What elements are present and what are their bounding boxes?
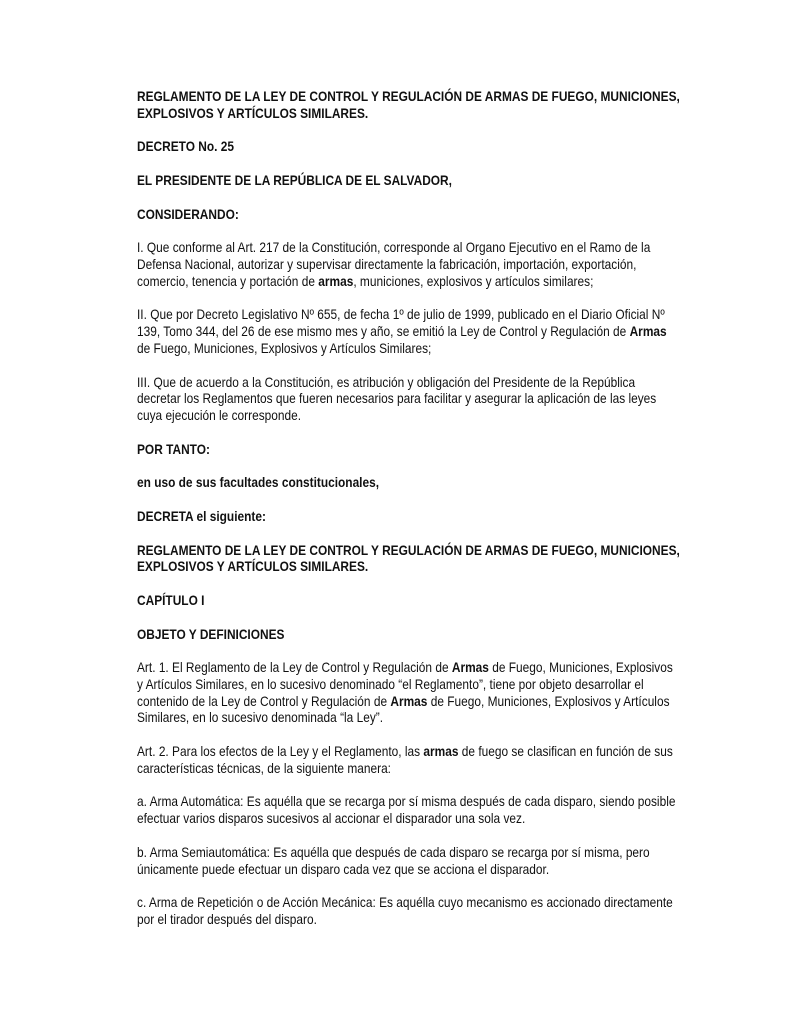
text-segment: Defensa Nacional, autorizar y supervisar directamente la fabricación, importación, exportación, [137,255,637,272]
text-line [137,88,690,105]
text-segment: EXPLOSIVOS Y ARTÍCULOS SIMILARES. [137,558,369,575]
text-segment: CONSIDERANDO: [137,205,239,222]
text-segment: CAPÍTULO I [137,591,205,608]
heading [137,626,690,643]
text-segment: efectuar varios disparos sucesivos al accionar el disparador una sola vez. [137,810,526,827]
text-line [137,306,690,323]
text-segment: b. Arma Semiautomática: Es aquélla que después de cada disparo se recarga por sí misma, pero [137,843,650,860]
text-line [137,172,690,189]
heading [137,172,690,189]
text-line [137,273,690,290]
text-segment: decretar los Reglamentos que fueren necesarios para facilitar y asegurar la aplicación de las leyes [137,390,657,407]
paragraph [137,374,690,424]
text-segment: II. Que por Decreto Legislativo Nº 655, de fecha 1º de julio de 1999, publicado en el Diario Oficial Nº [137,306,665,323]
text-line [137,861,690,878]
paragraph [137,306,690,356]
heading [137,88,690,122]
text-segment: en uso de sus facultades constitucionales, [137,474,380,491]
text-line [137,911,690,928]
bold-term: Armas [629,323,667,340]
text-line [137,374,690,391]
bold-term: armas [318,272,354,289]
text-segment: POR TANTO: [137,440,210,457]
text-line [137,390,690,407]
text-segment: únicamente puede efectuar un disparo cada vez que se acciona el disparador. [137,860,550,877]
text-segment: EXPLOSIVOS Y ARTÍCULOS SIMILARES. [137,104,369,121]
text-line [137,206,690,223]
paragraph [137,659,690,726]
bold-term: Armas [390,692,428,709]
text-segment: EL PRESIDENTE DE LA REPÚBLICA DE EL SALVADOR, [137,171,452,188]
text-segment: Art. 1. El Reglamento de la Ley de Control y Regulación de [137,659,452,676]
heading [137,206,690,223]
text-segment: 139, Tomo 344, del 26 de ese mismo mes y año, se emitió la Ley de Control y Regulación de [137,323,630,340]
text-segment: de Fuego, Municiones, Explosivos y Artículos [427,692,670,709]
text-segment: REGLAMENTO DE LA LEY DE CONTROL Y REGULACIÓN DE ARMAS DE FUEGO, MUNICIONES, [137,541,680,558]
text-segment: I. Que conforme al Art. 217 de la Constitución, corresponde al Organo Ejecutivo en el Ramo de la [137,239,651,256]
text-segment: características técnicas, de la siguiente manera: [137,759,391,776]
text-segment: por el tirador después del disparo. [137,911,317,928]
text-line [137,693,690,710]
bold-term: Armas [451,659,489,676]
text-line [137,743,690,760]
text-segment: c. Arma de Repetición o de Acción Mecánica: Es aquélla cuyo mecanismo es accionado directamente [137,894,673,911]
text-line [137,407,690,424]
text-segment: de Fuego, Municiones, Explosivos y Artículos Similares; [137,339,432,356]
heading [137,441,690,458]
text-line [137,542,690,559]
heading [137,592,690,609]
text-segment: a. Arma Automática: Es aquélla que se recarga por sí misma después de cada disparo, siendo posible [137,793,676,810]
text-line [137,659,690,676]
text-segment: OBJETO Y DEFINICIONES [137,625,285,642]
text-segment: DECRETA el siguiente: [137,507,266,524]
text-line [137,558,690,575]
text-line [137,894,690,911]
text-line [137,323,690,340]
text-line [137,709,690,726]
text-line [137,760,690,777]
text-segment: DECRETO No. 25 [137,138,234,155]
text-line [137,474,690,491]
text-line [137,810,690,827]
paragraph [137,844,690,878]
bold-term: armas [423,743,459,760]
text-line [137,441,690,458]
text-line [137,626,690,643]
text-segment: contenido de la Ley de Control y Regulación de [137,692,391,709]
text-line [137,676,690,693]
paragraph [137,793,690,827]
text-segment: y Artículos Similares, en lo sucesivo denominado “el Reglamento”, tiene por objeto desarrollar el [137,675,644,692]
paragraph [137,894,690,928]
text-segment: Similares, en lo sucesivo denominada “la Ley”. [137,709,384,726]
heading [137,508,690,525]
text-line [137,239,690,256]
paragraph [137,239,690,289]
text-line [137,844,690,861]
text-line [137,340,690,357]
text-line [137,105,690,122]
heading [137,138,690,155]
text-line [137,256,690,273]
text-segment: de fuego se clasifican en función de sus [458,743,673,760]
text-line [137,592,690,609]
text-segment: de Fuego, Municiones, Explosivos [488,659,673,676]
text-segment: III. Que de acuerdo a la Constitución, es atribución y obligación del Presidente de la República [137,373,636,390]
paragraph [137,743,690,777]
text-segment: comercio, tenencia y portación de [137,272,319,289]
text-segment: Art. 2. Para los efectos de la Ley y el Reglamento, las [137,743,424,760]
text-line [137,508,690,525]
document-body [137,88,690,945]
heading [137,542,690,576]
heading [137,474,690,491]
text-segment: cuya ejecución le corresponde. [137,407,302,424]
text-line [137,138,690,155]
text-segment: , municiones, explosivos y artículos similares; [353,272,594,289]
text-segment: REGLAMENTO DE LA LEY DE CONTROL Y REGULACIÓN DE ARMAS DE FUEGO, MUNICIONES, [137,88,680,104]
text-line [137,793,690,810]
